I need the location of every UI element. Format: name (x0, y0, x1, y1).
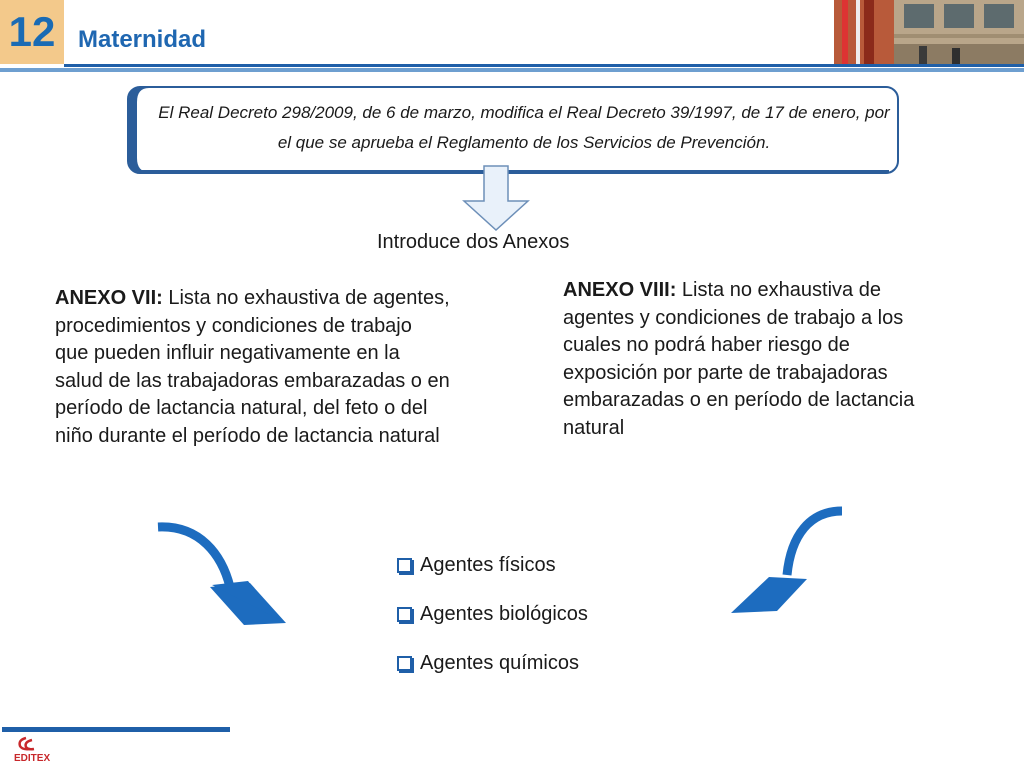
list-item (397, 639, 588, 688)
intro-text: Introduce dos Anexos (377, 231, 570, 253)
agent-label: Agentes químicos (420, 652, 579, 674)
footer-rule (2, 727, 230, 732)
annex-viii-text: Lista no exhaustiva de agentes y condiciones de trabajo a los cuales no podrá haber riesgo de exposición por parte de trabajadoras embarazadas o en período de lactancia natural (563, 279, 915, 439)
annex-vii-text: Lista no exhaustiva de agentes, procedimientos y condiciones de trabajo que pueden influir negativamente en la salud de las trabajadoras embarazadas o en período de lactancia natural, del feto o del niño durante el período de lactancia natural (55, 287, 450, 447)
annex-vii (55, 285, 450, 450)
chapter-number-box (0, 0, 64, 64)
agents-list (397, 541, 588, 688)
list-item (397, 590, 588, 639)
editex-logo (12, 736, 62, 764)
annex-viii-label: ANEXO VIII: (563, 279, 677, 301)
decree-text: El Real Decreto 298/2009, de 6 de marzo, modifica el Real Decreto 39/1997, de 17 de enero, por el que se aprueba el Reglamento de los Servicios de Prevención. (158, 103, 890, 152)
slide-title: Maternidad (78, 26, 207, 53)
hollow-down-arrow-icon (462, 165, 530, 231)
annex-viii (563, 277, 938, 442)
logo-text: EDITEX (14, 753, 51, 764)
slide-header (0, 0, 1024, 68)
curved-arrow-left-icon (725, 505, 850, 620)
agent-label: Agentes físicos (420, 554, 556, 576)
curved-arrow-right-icon (150, 515, 295, 630)
checkbox-bullet-icon (397, 656, 412, 671)
agent-label: Agentes biológicos (420, 603, 588, 625)
header-rule (64, 64, 1024, 67)
checkbox-bullet-icon (397, 607, 412, 622)
header-rule-light (0, 68, 1024, 72)
list-item (397, 541, 588, 590)
annex-vii-label: ANEXO VII: (55, 287, 163, 309)
chapter-number: 12 (8, 8, 56, 55)
header-photo (834, 0, 1024, 64)
checkbox-bullet-icon (397, 558, 412, 573)
